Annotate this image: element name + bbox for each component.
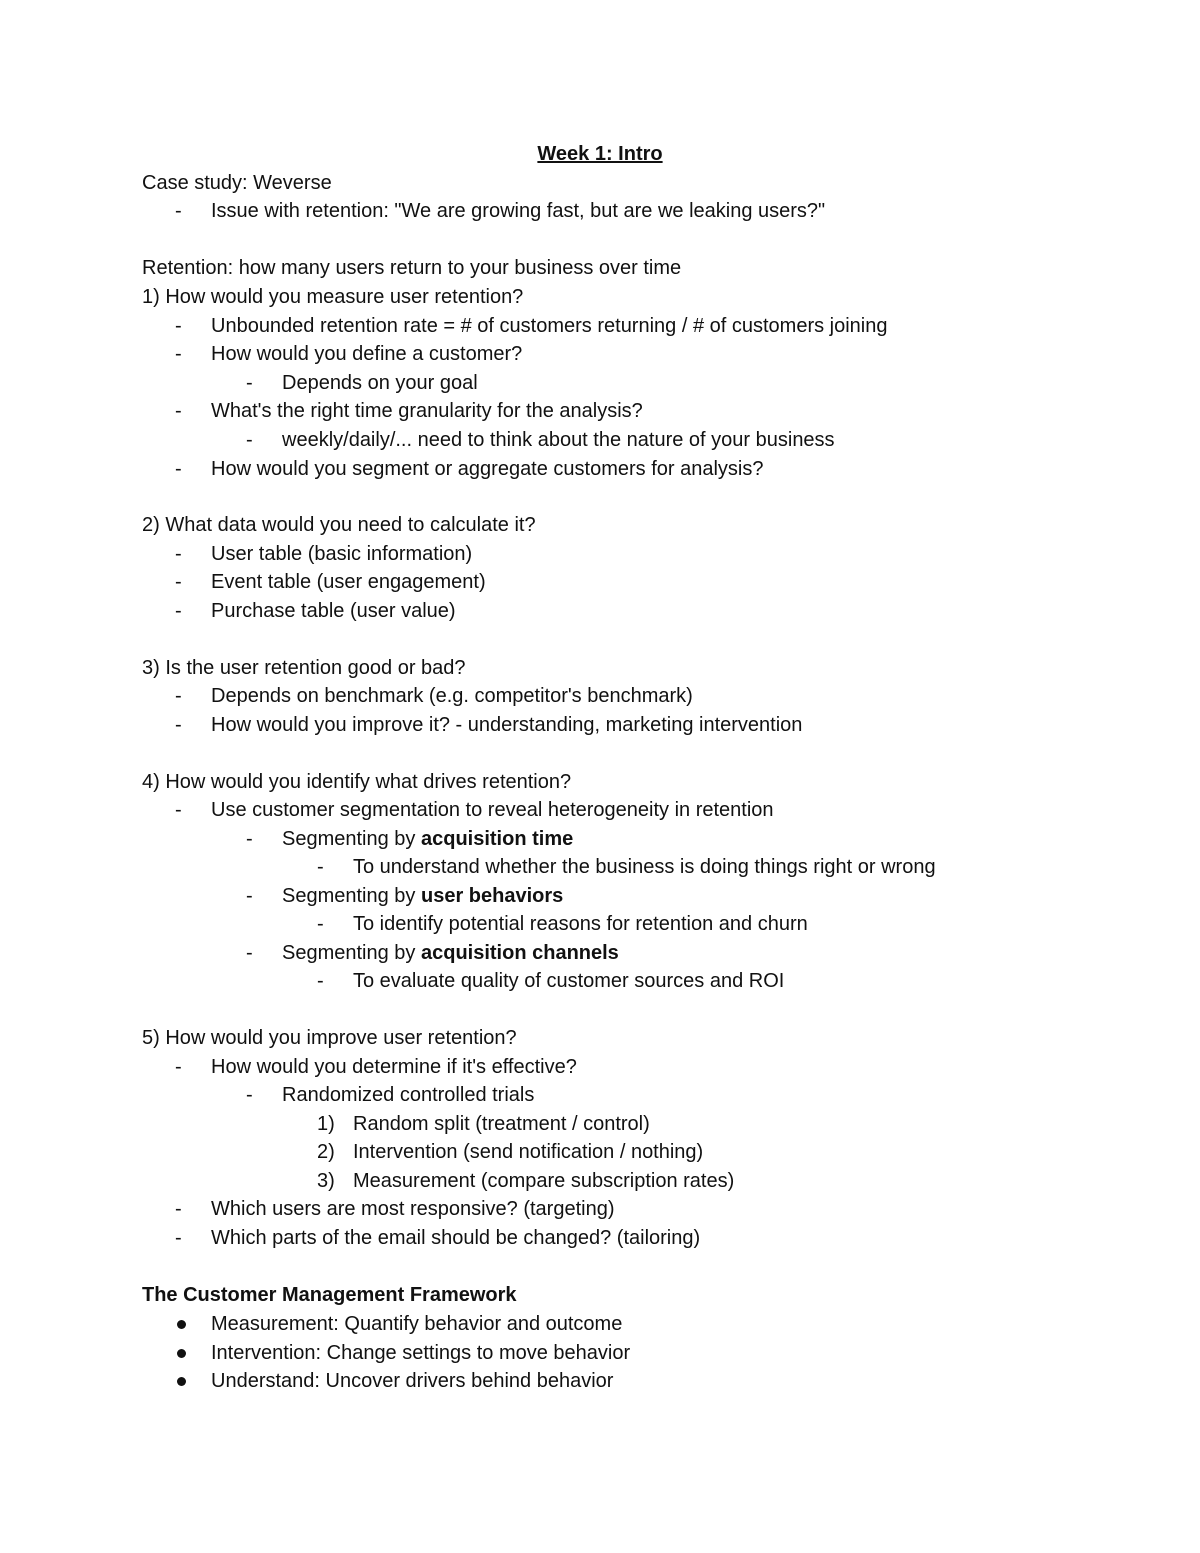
dash-marker: -: [246, 429, 253, 451]
q5-item: Which parts of the email should be changed? (tailoring): [211, 1227, 701, 1249]
q1-heading: 1) How would you measure user retention?: [142, 286, 524, 308]
dash-marker: -: [246, 372, 253, 394]
q3-item: How would you improve it? - understanding, marketing intervention: [211, 714, 803, 736]
dash-marker: -: [175, 458, 182, 480]
q2-item: User table (basic information): [211, 543, 473, 565]
q2-item: Purchase table (user value): [211, 600, 456, 622]
dash-marker: -: [175, 799, 182, 821]
q1-item: How would you define a customer?: [211, 343, 523, 365]
q2-heading: 2) What data would you need to calculate it?: [142, 514, 536, 536]
dash-marker: -: [175, 200, 182, 222]
dash-marker: -: [175, 315, 182, 337]
segment-term: acquisition channels: [420, 942, 619, 964]
dash-marker: -: [175, 600, 182, 622]
dash-marker: -: [246, 942, 253, 964]
dash-marker: -: [317, 913, 324, 935]
segment-term: acquisition time: [420, 828, 574, 850]
dash-marker: -: [175, 1198, 182, 1220]
dash-marker: -: [175, 543, 182, 565]
dash-marker: -: [175, 400, 182, 422]
segment-purpose: To identify potential reasons for retention and churn: [353, 913, 808, 935]
step-text: Measurement (compare subscription rates): [353, 1170, 735, 1192]
framework-item: Measurement: Quantify behavior and outcome: [211, 1313, 623, 1335]
q2-item: Event table (user engagement): [211, 571, 486, 593]
bullet-icon: [177, 1377, 186, 1386]
step-number: 2): [317, 1141, 335, 1163]
dash-marker: -: [317, 970, 324, 992]
step-text: Intervention (send notification / nothing): [353, 1141, 704, 1163]
dash-marker: -: [246, 1084, 253, 1106]
dash-marker: -: [317, 856, 324, 878]
q4-heading: 4) How would you identify what drives retention?: [142, 771, 572, 793]
framework-item: Understand: Uncover drivers behind behavior: [211, 1370, 614, 1392]
segment-user-behaviors: [282, 884, 563, 908]
segment-prefix: Segmenting by: [282, 885, 421, 907]
framework-heading: The Customer Management Framework: [142, 1284, 517, 1306]
page-title: Week 1: Intro: [537, 143, 663, 165]
q5-item: Which users are most responsive? (targeting): [211, 1198, 615, 1220]
segment-purpose: To understand whether the business is doing things right or wrong: [353, 856, 936, 878]
segment-purpose: To evaluate quality of customer sources and ROI: [353, 970, 785, 992]
dash-marker: -: [175, 685, 182, 707]
q1-item: What's the right time granularity for the analysis?: [211, 400, 643, 422]
dash-marker: -: [175, 714, 182, 736]
dash-marker: -: [175, 1227, 182, 1249]
dash-marker: -: [246, 885, 253, 907]
segment-acquisition-time: [282, 827, 573, 851]
segment-acquisition-channels: [282, 941, 619, 965]
q3-item: Depends on benchmark (e.g. competitor's benchmark): [211, 685, 693, 707]
dash-marker: -: [246, 828, 253, 850]
segment-term: user behaviors: [420, 885, 564, 907]
dash-marker: -: [175, 1056, 182, 1078]
dash-marker: -: [175, 343, 182, 365]
segment-prefix: Segmenting by: [282, 828, 421, 850]
step-number: 1): [317, 1113, 335, 1135]
dash-marker: -: [175, 571, 182, 593]
q1-item: How would you segment or aggregate customers for analysis?: [211, 458, 764, 480]
step-number: 3): [317, 1170, 335, 1192]
retention-definition: Retention: how many users return to your business over time: [142, 257, 682, 279]
q1-item: Unbounded retention rate = # of customers returning / # of customers joining: [211, 315, 888, 337]
q3-heading: 3) Is the user retention good or bad?: [142, 657, 466, 679]
q1-subitem: Depends on your goal: [282, 372, 478, 394]
bullet-icon: [177, 1349, 186, 1358]
q5-heading: 5) How would you improve user retention?: [142, 1027, 517, 1049]
case-study-line: Case study: Weverse: [142, 172, 332, 194]
case-issue: Issue with retention: "We are growing fast, but are we leaking users?": [211, 200, 826, 222]
framework-item: Intervention: Change settings to move behavior: [211, 1342, 631, 1364]
q5-item: How would you determine if it's effective?: [211, 1056, 577, 1078]
segment-prefix: Segmenting by: [282, 942, 421, 964]
step-text: Random split (treatment / control): [353, 1113, 650, 1135]
q4-item: Use customer segmentation to reveal heterogeneity in retention: [211, 799, 774, 821]
q5-subitem: Randomized controlled trials: [282, 1084, 535, 1106]
bullet-icon: [177, 1320, 186, 1329]
q1-subitem: weekly/daily/... need to think about the nature of your business: [282, 429, 835, 451]
